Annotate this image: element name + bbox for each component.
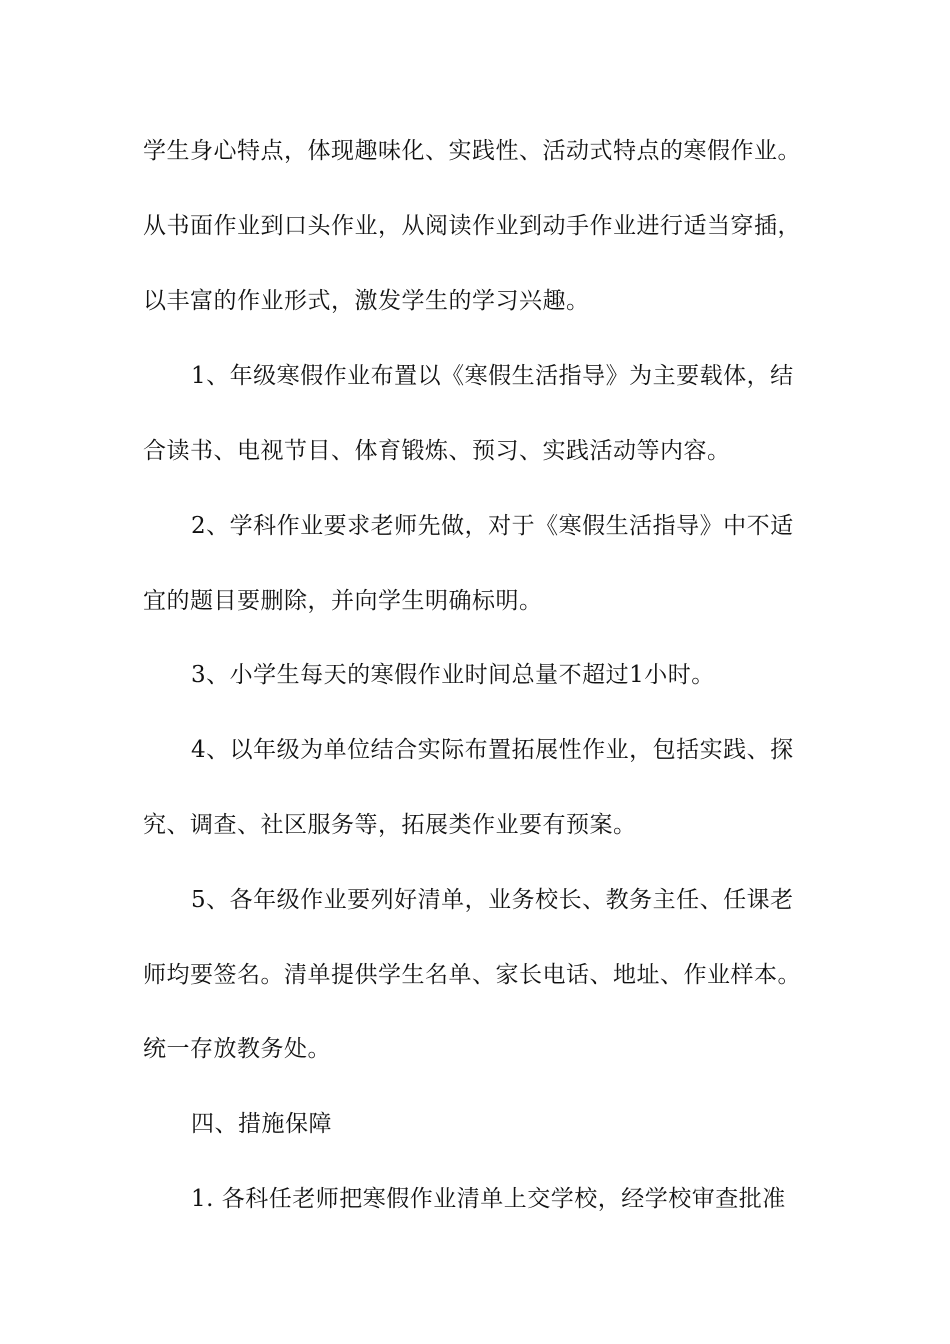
section-heading: 四、措施保障: [191, 1111, 332, 1137]
text-line-4: 1、年级寒假作业布置以《寒假生活指导》为主要载体，结: [191, 363, 794, 389]
text-line-9: 4、以年级为单位结合实际布置拓展性作业，包括实践、探: [191, 737, 794, 763]
text-line-2: 从书面作业到口头作业，从阅读作业到动手作业进行适当穿插，: [143, 213, 801, 239]
text-line-13: 统一存放教务处。: [143, 1036, 331, 1062]
text-line-6: 2、学科作业要求老师先做，对于《寒假生活指导》中不适: [191, 513, 794, 539]
text-line-1: 学生身心特点，体现趣味化、实践性、活动式特点的寒假作业。: [143, 138, 801, 164]
text-line-11: 5、各年级作业要列好清单，业务校长、教务主任、任课老: [191, 887, 794, 913]
text-line-10: 究、调查、社区服务等，拓展类作业要有预案。: [143, 812, 637, 838]
text-line-3: 以丰富的作业形式，激发学生的学习兴趣。: [143, 288, 590, 314]
text-line-8: 3、小学生每天的寒假作业时间总量不超过1小时。: [191, 662, 715, 688]
text-line-15: 1. 各科任老师把寒假作业清单上交学校，经学校审查批准: [191, 1186, 786, 1212]
text-line-7: 宜的题目要删除，并向学生明确标明。: [143, 588, 543, 614]
text-line-12: 师均要签名。清单提供学生名单、家长电话、地址、作业样本。: [143, 962, 801, 988]
text-line-5: 合读书、电视节目、体育锻炼、预习、实践活动等内容。: [143, 438, 731, 464]
